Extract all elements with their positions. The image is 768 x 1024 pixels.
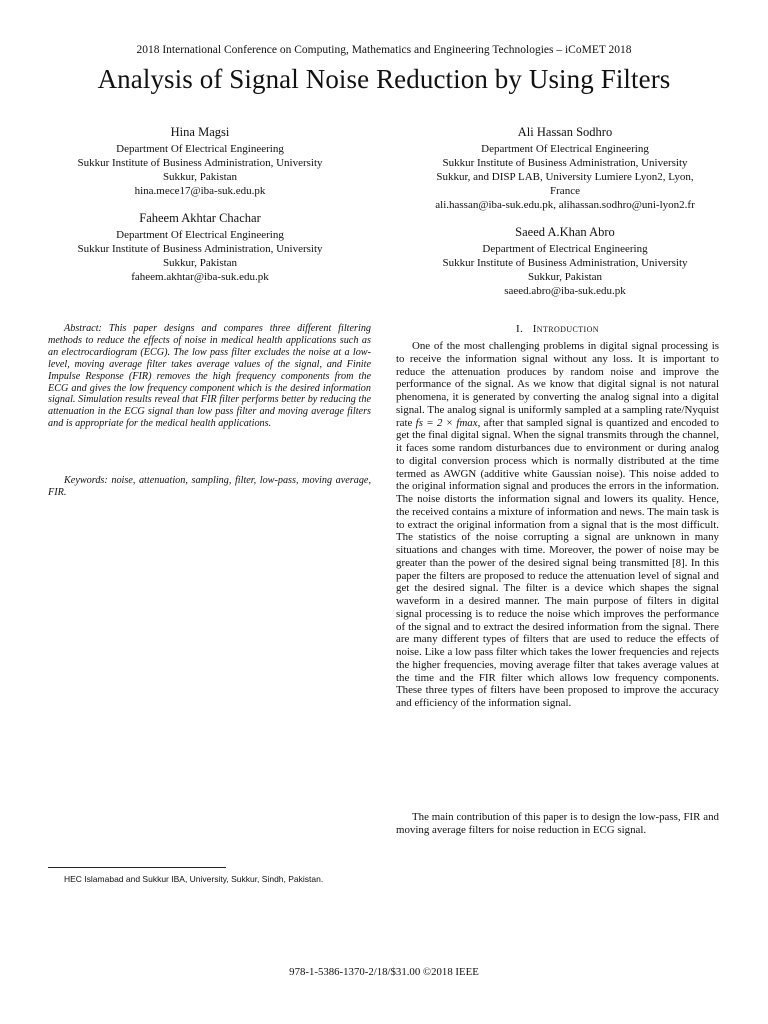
author-institution: Sukkur Institute of Business Administration, University [77,157,323,169]
author-name: Ali Hassan Sodhro [517,125,613,139]
intro-text-part-2: , after that sampled signal is quantized and encoded to get the final digital signal. When the signal transmits through the channel, it faces some random disturbances due to environment or during analog to digital conversion process which is normally distributed at the time termed as AWGN (additive white Gaussian noise). This noise added to the original information signal and produces the errors in the information. The noise distorts the information signal and lowers its quality. Hence, the received contains a mixture of information and news. The main task is to extract the original information from a signal that is the most difficult. The statistics of the noise corrupting a signal are unknown in many situations and changes with time. Moreover, the power of noise may be greater than the power of the desired signal being transmitted [8]. In this paper the filters are proposed to reduce the attenuation level of signal and get the desired signal. The filter is a device which shapes the signal waveform in a desired manner. The main purpose of filters in digital signal processing is to reduce the noise which improves the performance of the signal and to extract the desired information from the signal. There are many different types of filters that are used to reduce the effects of noise. Like a low pass filter which takes the lower frequencies and rejects the higher frequencies, moving average filter that takes average values at the time and the FIR filter which allows low frequency components. These three types of filters have been proposed to improve the accuracy and efficiency of the information signal. [396,416,719,709]
abstract-label: Abstract: [64,323,102,334]
introduction-paragraph-2: The main contribution of this paper is to design the low-pass, FIR and moving average filters for noise reduction in ECG signal. [396,811,719,836]
author-block-2 [410,124,720,212]
author-location: Sukkur, Pakistan [162,171,238,183]
abstract-text: This paper designs and compares three different filtering methods to reduce the effects of noise in medical health applications such as an electrocardiogram (ECG). The low pass filter excludes the noise at a low-level, moving average filter takes average values of the signal, and Finite Impulse Response (FIR) removes the high frequency components from the ECG and gives the low frequency component which is the desired information signal. Simulation results reveal that FIR filter performs better by reducing the attenuation in the ECG signal than low pass filter and moving average filters and is appropriate for the medical health applications. [48,323,372,430]
author-block-1 [50,124,350,198]
author-location: Sukkur, Pakistan [162,257,238,269]
keywords-label: Keywords: [64,475,108,486]
abstract [48,323,371,430]
author-email: hina.mece17@iba-suk.edu.pk [134,185,266,197]
author-department: Department of Electrical Engineering [482,243,648,255]
author-location: Sukkur, Pakistan [527,271,603,283]
author-institution: Sukkur Institute of Business Administration, University [442,157,688,169]
author-location: Sukkur, and DISP LAB, University Lumiere Lyon2, Lyon, [436,171,694,183]
author-email: saeed.abro@iba-suk.edu.pk [504,285,626,297]
author-country: France [550,185,580,197]
author-institution: Sukkur Institute of Business Administration, University [442,257,688,269]
author-name: Saeed A.Khan Abro [515,225,615,239]
author-name: Faheem Akhtar Chachar [139,211,261,225]
author-department: Department Of Electrical Engineering [116,229,284,241]
keywords [48,475,371,499]
paper-title: Analysis of Signal Noise Reduction by Using Filters [97,64,671,94]
author-block-3 [50,210,350,284]
nyquist-formula: fs = 2 × fmax [415,416,478,429]
footnote: HEC Islamabad and Sukkur IBA, University, Sukkur, Sindh, Pakistan. [64,874,324,884]
keywords-text: noise, attenuation, sampling, filter, low-pass, moving average, FIR. [48,475,372,498]
copyright-line: 978-1-5386-1370-2/18/$31.00 ©2018 IEEE [289,966,479,978]
author-department: Department Of Electrical Engineering [116,143,284,155]
footnote-divider [48,867,226,868]
author-institution: Sukkur Institute of Business Administration, University [77,243,323,255]
author-name: Hina Magsi [170,125,230,139]
intro-text-part-1: One of the most challenging problems in digital signal processing is to receive the information signal without any loss. It is important to reduce the attenuation produces by random noise and improve the performance of the signal. As we know that digital signal is not natural phenomena, it is generated by converting the analog signal into a digital signal. The analog signal is uniformly sampled at a sampling rate/Nyquist rate [396,340,719,429]
section-heading [396,323,719,335]
section-title: Introduction [532,323,599,335]
introduction-paragraph-1 [396,340,719,710]
author-email: ali.hassan@iba-suk.edu.pk, alihassan.sodhro@uni-lyon2.fr [435,199,695,211]
author-block-4 [410,224,720,298]
conference-header: 2018 International Conference on Computing, Mathematics and Engineering Technologies – iCoMET 2018 [136,44,632,56]
author-department: Department Of Electrical Engineering [481,143,649,155]
section-number: I. [516,323,524,335]
author-email: faheem.akhtar@iba-suk.edu.pk [131,271,269,283]
